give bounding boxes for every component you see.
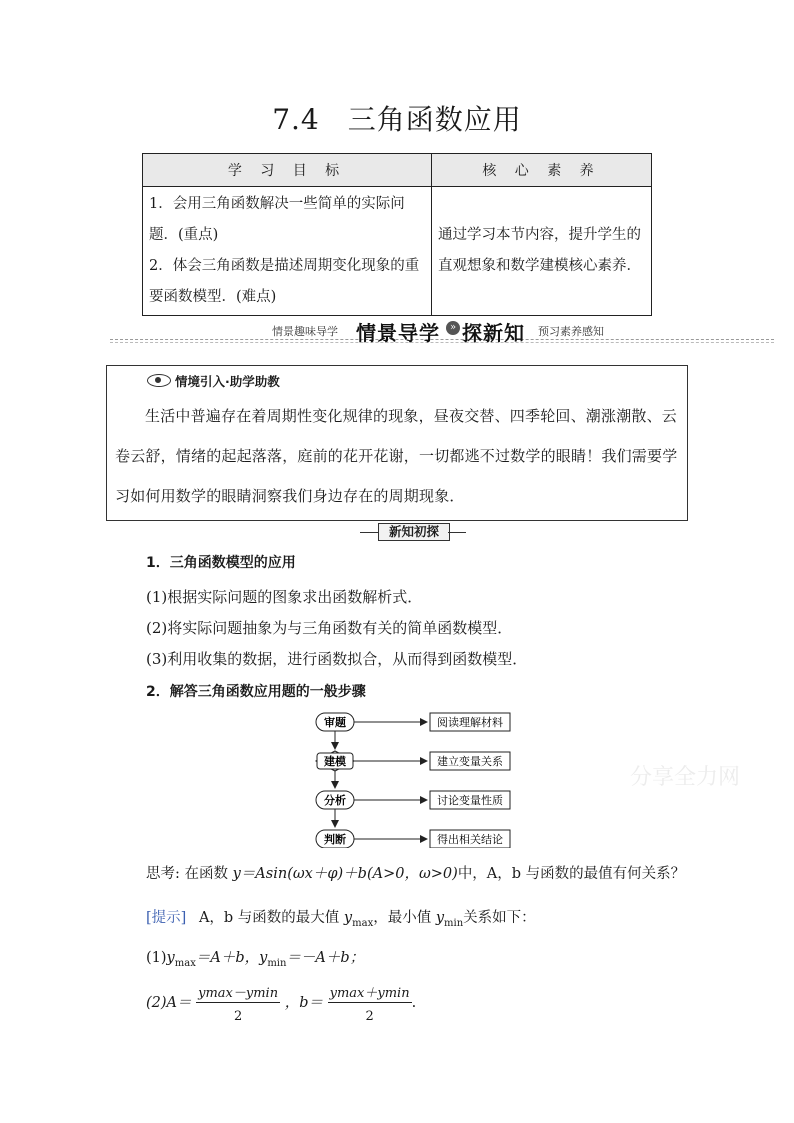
hint-text-c: 关系如下： xyxy=(463,910,536,926)
ymax-sub: max xyxy=(174,957,196,969)
section1-heading: 1．三角函数模型的应用 xyxy=(146,555,296,571)
ymax-symbol: y xyxy=(343,910,353,926)
intro-heading xyxy=(147,372,280,390)
literacy-header: 核 心 素 养 xyxy=(432,154,652,187)
banner-left-caption: 情景趣味导学 xyxy=(272,325,338,338)
section-tag xyxy=(360,523,466,541)
section-number: 7.4 xyxy=(272,103,320,136)
banner-right-caption: 预习素养感知 xyxy=(538,325,604,338)
ymin-sub: min xyxy=(444,917,464,929)
section1-item: (2)将实际问题抽象为与三角函数有关的简单函数模型． xyxy=(146,619,513,637)
section-banner xyxy=(110,317,774,345)
flow-action-label: 阅读理解材料 xyxy=(437,716,503,729)
hint-text-a: A，b 与函数的最大值 xyxy=(198,910,344,926)
flow-step-label: 审题 xyxy=(324,716,346,729)
fraction-A-numerator: ymax－ymin xyxy=(196,982,280,1003)
flow-step-label: 建模 xyxy=(324,755,346,768)
fraction-b-numerator: ymax＋ymin xyxy=(328,982,412,1003)
flow-action-label: 讨论变量性质 xyxy=(437,794,503,807)
flow-action-label: 得出相关结论 xyxy=(437,833,503,846)
ymax-expr: ＝A＋b， xyxy=(195,950,260,966)
flow-action-label: 建立变量关系 xyxy=(437,755,503,768)
flow-step-label: 分析 xyxy=(324,794,346,807)
goals-cell xyxy=(143,187,432,316)
ymin-sub: min xyxy=(267,957,287,969)
fraction-A xyxy=(196,982,280,1024)
ymax-symbol: y xyxy=(166,950,175,966)
literacy-cell: 通过学习本节内容，提升学生的直观想象和数学建模核心素养． xyxy=(432,187,652,316)
intro-heading-text: 情境引入·助学助教 xyxy=(175,374,280,389)
formula2-end: . xyxy=(411,995,417,1011)
intro-body: 生活中普遍存在着周期性变化规律的现象，昼夜交替、四季轮回、潮涨潮散、云卷云舒，情绪的起起落落，庭前的花开花谢，一切都逃不过数学的眼睛！我们需要学习如何用数学的眼睛洞察我们身边存在的周期现象． xyxy=(115,407,678,505)
section1-item: (1)根据实际问题的图象求出函数解析式． xyxy=(146,588,423,606)
formula-1 xyxy=(146,946,364,969)
formula2-mid: ，b＝ xyxy=(284,995,323,1011)
page-title xyxy=(0,98,794,138)
goal-item: 2．体会三角函数是描述周期变化现象的重要函数模型．(难点) xyxy=(149,258,420,305)
ymin-symbol: y xyxy=(259,950,268,966)
steps-flowchart xyxy=(300,708,530,848)
banner-title-left: 情景导学 xyxy=(356,321,440,345)
ymax-sub: max xyxy=(352,917,374,929)
section-title: 三角函数应用 xyxy=(347,103,522,136)
watermark: 分享全力网 xyxy=(630,765,741,790)
fraction-b xyxy=(328,982,412,1024)
section1-item: (3)利用收集的数据，进行函数拟合，从而得到函数模型． xyxy=(146,650,528,668)
hint-text-b: ，最小值 xyxy=(373,910,436,926)
formula1-label: (1) xyxy=(146,950,167,966)
banner-title-right: 探新知 xyxy=(462,321,525,345)
banner-arrow-icon: » xyxy=(446,321,460,335)
formula-2 xyxy=(146,982,416,1024)
think-suffix: 中，A，b 与函数的最值有何关系？ xyxy=(457,866,686,882)
eye-icon xyxy=(147,374,171,387)
objectives-table xyxy=(142,153,652,316)
think-prefix: 思考: 在函数 xyxy=(146,866,233,882)
ymin-symbol: y xyxy=(435,910,445,926)
hint-tag: [提示] xyxy=(146,910,187,926)
think-formula: y＝Asin(ωx＋φ)＋b(A>0，ω>0) xyxy=(232,866,458,882)
fraction-b-denominator: 2 xyxy=(365,1009,374,1024)
think-question xyxy=(146,862,685,883)
fraction-A-denominator: 2 xyxy=(233,1009,243,1024)
ymin-expr: ＝－A＋b； xyxy=(286,950,365,966)
section2-heading: 2．解答三角函数应用题的一般步骤 xyxy=(146,684,366,700)
flow-step-label: 判断 xyxy=(324,833,346,846)
goals-header: 学 习 目 标 xyxy=(143,154,432,187)
formula2-label: (2)A＝ xyxy=(146,995,192,1011)
hint-line xyxy=(146,906,536,929)
section-tag-label: 新知初探 xyxy=(378,523,450,541)
intro-box xyxy=(106,365,688,521)
goal-item: 1．会用三角函数解决一些简单的实际问题．(重点) xyxy=(149,196,405,243)
